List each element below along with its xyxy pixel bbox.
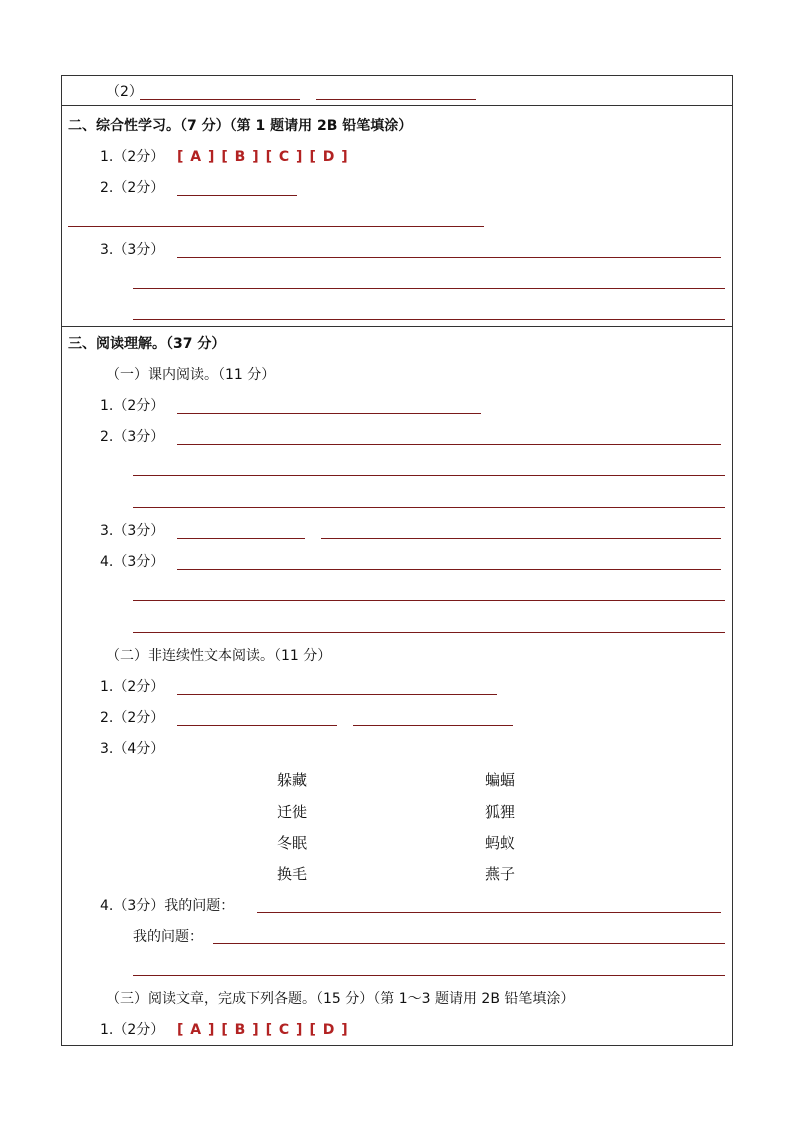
s3-p3-q1-label: 1.（2分） — [100, 1022, 165, 1038]
s3-p2-q2-label: 2.（2分） — [100, 710, 165, 726]
s3-p2-q4-blank-1[interactable] — [257, 912, 721, 913]
s3-p1-q4-label: 4.（3分） — [100, 554, 165, 570]
option-b[interactable]: [ B ] — [221, 1022, 260, 1038]
s2-q2-label: 2.（2分） — [100, 180, 165, 196]
s2-q3-blank-3[interactable] — [133, 319, 725, 320]
s3-p1-q2-blank-2[interactable] — [133, 475, 725, 476]
s3-p1-q1-label: 1.（2分） — [100, 398, 165, 414]
s3-p2-q1-label: 1.（2分） — [100, 679, 165, 695]
s3-title: 三、阅读理解。（37 分） — [68, 336, 226, 352]
s3-p2-q4-label: 4.（3分）我的问题： — [100, 898, 235, 914]
s3-p1-q1-blank[interactable] — [177, 413, 481, 414]
match-left-word[interactable]: 迁徙 — [277, 803, 308, 821]
s1-q2-blank-1[interactable] — [140, 99, 300, 100]
match-right-word[interactable]: 狐狸 — [485, 803, 516, 821]
s3-p1-q2-label: 2.（3分） — [100, 429, 165, 445]
s3-p2-q2-blank-2[interactable] — [353, 725, 513, 726]
s1-q2-blank-2[interactable] — [316, 99, 476, 100]
s2-q3-blank-2[interactable] — [133, 288, 725, 289]
match-left-word[interactable]: 躲藏 — [277, 771, 308, 789]
option-d[interactable]: [ D ] — [309, 149, 349, 165]
s3-p1-q3-label: 3.（3分） — [100, 523, 165, 539]
match-right-word[interactable]: 蚂蚁 — [485, 834, 516, 852]
s3-p1-q3-blank-1[interactable] — [177, 538, 305, 539]
s3-p2-q2-blank-1[interactable] — [177, 725, 337, 726]
match-left-word[interactable]: 冬眠 — [277, 834, 308, 852]
section-2-box — [61, 105, 733, 327]
s3-p2-title: （二）非连续性文本阅读。（11 分） — [106, 648, 332, 664]
s3-p2-q4-second-label: 我的问题： — [133, 929, 203, 945]
s2-q1-label: 1.（2分） — [100, 149, 165, 165]
s3-p3-title: （三）阅读文章，完成下列各题。（15 分）（第 1～3 题请用 2B 铅笔填涂） — [106, 991, 575, 1007]
s2-title: 二、综合性学习。（7 分）（第 1 题请用 2B 铅笔填涂） — [68, 118, 413, 134]
option-a[interactable]: [ A ] — [177, 1022, 216, 1038]
s3-p2-q3-label: 3.（4分） — [100, 741, 165, 757]
s3-p2-q1-blank[interactable] — [177, 694, 497, 695]
s3-p1-q3-blank-2[interactable] — [321, 538, 721, 539]
s3-p2-q4-blank-2[interactable] — [213, 943, 725, 944]
s3-p1-q4-blank-3[interactable] — [133, 632, 725, 633]
s3-p1-title: （一）课内阅读。（11 分） — [106, 367, 276, 383]
match-right-word[interactable]: 蝙蝠 — [485, 771, 516, 789]
s2-q2-blank-2[interactable] — [68, 226, 484, 227]
section-3-box — [61, 326, 733, 1046]
s2-q2-blank-1[interactable] — [177, 195, 297, 196]
s2-q1-options — [177, 148, 355, 166]
s3-p1-q2-blank-1[interactable] — [177, 444, 721, 445]
option-c[interactable]: [ C ] — [265, 149, 304, 165]
s3-p1-q4-blank-2[interactable] — [133, 600, 725, 601]
option-a[interactable]: [ A ] — [177, 149, 216, 165]
s3-p2-q4-blank-3[interactable] — [133, 975, 725, 976]
s3-p1-q2-blank-3[interactable] — [133, 507, 725, 508]
match-right-word[interactable]: 燕子 — [485, 865, 516, 883]
s3-p1-q4-blank-1[interactable] — [177, 569, 721, 570]
s2-q3-label: 3.（3分） — [100, 242, 165, 258]
s2-q3-blank-1[interactable] — [177, 257, 721, 258]
option-b[interactable]: [ B ] — [221, 149, 260, 165]
s1-q2-label: （2） — [106, 84, 143, 100]
option-d[interactable]: [ D ] — [309, 1022, 349, 1038]
option-c[interactable]: [ C ] — [265, 1022, 304, 1038]
s3-p3-q1-options — [177, 1021, 355, 1039]
match-left-word[interactable]: 换毛 — [277, 865, 308, 883]
section-1-box — [61, 75, 733, 106]
